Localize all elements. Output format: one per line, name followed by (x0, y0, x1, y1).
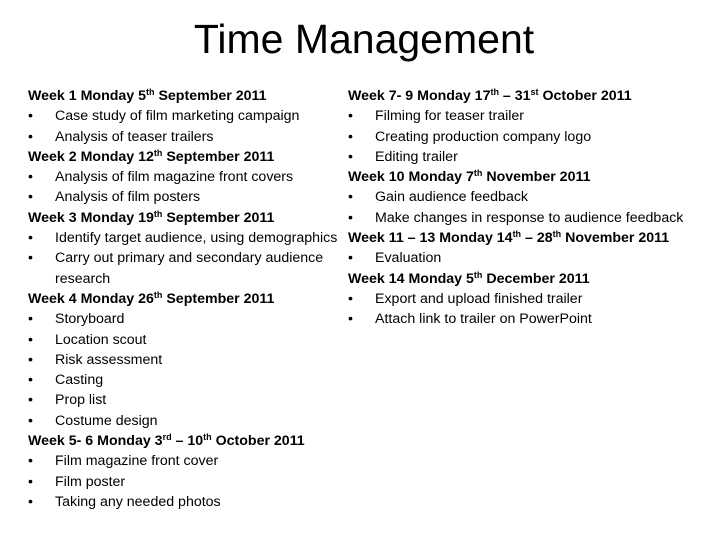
right-column (348, 86, 720, 330)
list-item-text: Filming for teaser trailer (375, 108, 525, 125)
list-item (348, 127, 720, 147)
heading-text: Week 5- 6 Monday 3 (28, 433, 163, 450)
list-item-text: Analysis of film posters (55, 189, 201, 206)
heading-text: Week 4 Monday 26 (28, 290, 154, 307)
list-item (28, 492, 350, 512)
week-5-6-heading (28, 431, 350, 451)
bullet-icon: • (348, 250, 353, 267)
heading-text: – 31 (498, 88, 531, 104)
heading-text: Week 3 Monday 19 (28, 209, 154, 226)
ordinal-suffix: th (512, 229, 522, 240)
list-item-text: Analysis of film magazine front covers (55, 169, 294, 186)
list-item-text: Make changes in response to audience feedback (375, 209, 684, 226)
bullet-icon: • (348, 189, 353, 206)
ordinal-suffix: th (153, 147, 163, 158)
bullet-icon: • (348, 209, 353, 226)
ordinal-suffix: th (473, 269, 483, 280)
heading-text: September 2011 (162, 209, 275, 226)
ordinal-suffix: th (552, 229, 562, 240)
list-item (348, 208, 720, 228)
bullet-icon: • (28, 453, 33, 470)
list-item (28, 309, 350, 329)
week-1-heading (28, 86, 350, 106)
list-item (348, 147, 720, 167)
list-item (348, 187, 720, 207)
list-item (28, 106, 350, 126)
list-item-text: Taking any needed photos (55, 493, 221, 510)
list-item-text: Attach link to trailer on PowerPoint (375, 311, 592, 328)
list-item (28, 330, 350, 350)
heading-text: October 2011 (211, 433, 305, 450)
heading-text: Week 1 Monday 5 (28, 88, 147, 104)
list-item-text: Film poster (55, 473, 126, 490)
ordinal-suffix: rd (162, 432, 172, 443)
ordinal-suffix: th (490, 87, 499, 97)
bullet-icon: • (28, 189, 33, 206)
list-item-text: Storyboard (55, 311, 125, 328)
week-11-13-heading (348, 228, 720, 248)
list-item (348, 309, 720, 329)
list-item-text: Costume design (55, 412, 158, 429)
list-item-text: Analysis of teaser trailers (55, 128, 214, 145)
bullet-icon: • (28, 331, 33, 348)
list-item-text: Editing trailer (375, 148, 458, 165)
list-item (28, 127, 350, 147)
heading-text: September 2011 (162, 148, 275, 165)
list-item-text: Prop list (55, 392, 107, 409)
list-item (28, 370, 350, 390)
list-item (28, 248, 350, 268)
list-item-text: Carry out primary and secondary audience (55, 250, 324, 267)
heading-text: Week 11 – 13 Monday 14 (348, 230, 513, 247)
list-item (348, 248, 720, 268)
ordinal-suffix: th (203, 432, 212, 443)
ordinal-suffix: th (146, 87, 155, 97)
list-item (28, 350, 350, 370)
ordinal-suffix: st (530, 87, 539, 97)
bullet-icon: • (348, 128, 353, 145)
list-item-text: Location scout (55, 331, 147, 348)
bullet-icon: • (28, 108, 33, 125)
list-item-text: Gain audience feedback (375, 189, 529, 206)
ordinal-suffix: th (473, 168, 483, 179)
bullet-icon: • (28, 230, 33, 247)
heading-text: – 10 (171, 433, 204, 450)
list-item-text: Export and upload finished trailer (375, 290, 583, 307)
list-item (28, 167, 350, 187)
week-4-heading (28, 289, 350, 309)
list-item (28, 228, 350, 248)
list-item-text: Identify target audience, using demographics (55, 230, 338, 247)
list-item-text: Case study of film marketing campaign (55, 108, 300, 125)
bullet-icon: • (348, 290, 353, 307)
bullet-icon: • (28, 412, 33, 429)
heading-text: Week 7- 9 Monday 17 (348, 88, 491, 104)
week-7-9-heading (348, 86, 720, 106)
heading-text: October 2011 (538, 88, 632, 104)
bullet-icon: • (28, 351, 33, 368)
bullet-icon: • (28, 311, 33, 328)
list-item-text: Evaluation (375, 250, 442, 267)
ordinal-suffix: th (153, 289, 163, 300)
ordinal-suffix: th (153, 208, 163, 219)
list-item (28, 472, 350, 492)
list-item-text: Film magazine front cover (55, 453, 219, 470)
heading-text: September 2011 (154, 88, 267, 104)
heading-text: September 2011 (162, 290, 275, 307)
list-item-text: Risk assessment (55, 351, 163, 368)
bullet-icon: • (28, 128, 33, 145)
heading-text: Week 2 Monday 12 (28, 148, 154, 165)
week-10-heading (348, 167, 720, 187)
list-item (28, 451, 350, 471)
bullet-icon: • (348, 148, 353, 165)
bullet-icon: • (28, 169, 33, 186)
week-3-heading (28, 208, 350, 228)
week-2-heading (28, 147, 350, 167)
bullet-icon: • (28, 493, 33, 510)
list-item-text: Casting (55, 372, 104, 389)
bullet-icon: • (28, 392, 33, 409)
list-item (28, 187, 350, 207)
bullet-icon: • (28, 473, 33, 490)
heading-text: Week 14 Monday 5 (348, 270, 474, 287)
heading-text: November 2011 (482, 169, 591, 186)
bullet-icon: • (348, 311, 353, 328)
list-item-text: Creating production company logo (375, 128, 592, 145)
list-item (348, 106, 720, 126)
left-column (28, 86, 350, 512)
heading-text: – 28 (521, 230, 553, 247)
list-item (348, 289, 720, 309)
list-item (28, 390, 350, 410)
heading-text: November 2011 (561, 230, 670, 247)
bullet-icon: • (28, 250, 33, 267)
week-14-heading (348, 269, 720, 289)
list-item-continuation: research (55, 270, 111, 287)
heading-text: December 2011 (482, 270, 590, 287)
heading-text: Week 10 Monday 7 (348, 169, 474, 186)
slide-title: Time Management (193, 16, 535, 62)
bullet-icon: • (28, 372, 33, 389)
list-item (28, 411, 350, 431)
bullet-icon: • (348, 108, 353, 125)
